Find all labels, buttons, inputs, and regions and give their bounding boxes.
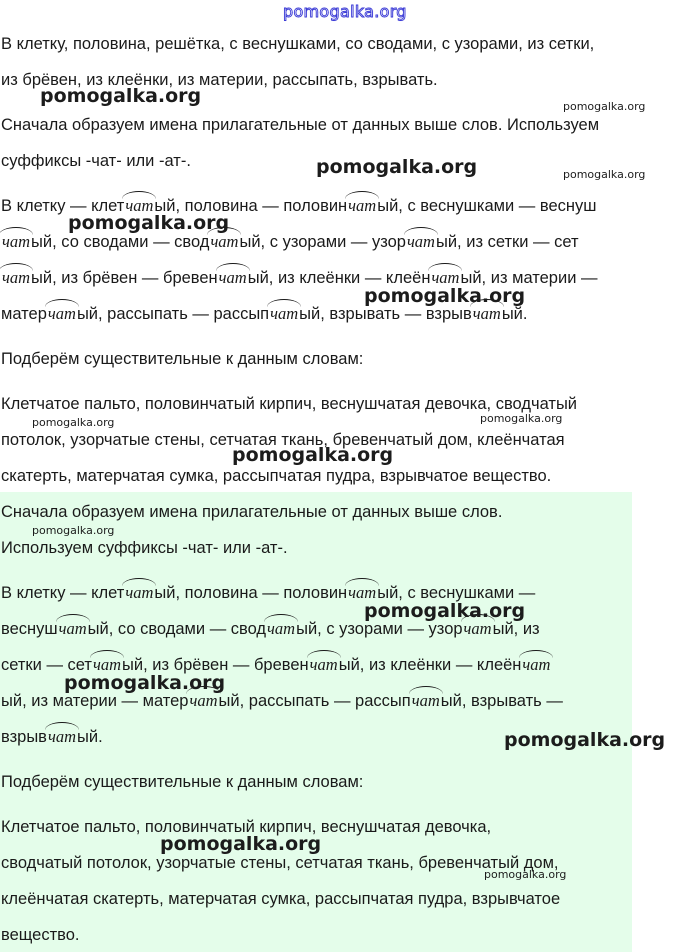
word-formation-line: В клетку — клетчатый, половина — половинчатый, с веснушками — [1, 583, 536, 602]
watermark: pomogalka.org [64, 672, 226, 694]
word-formation-line: взрывчатый. [1, 727, 103, 746]
explanation-line: Подберём существительные к данным словам: [1, 350, 364, 368]
explanation-line: Используем суффиксы -чат- или -ат-. [1, 539, 288, 557]
suffix-mark: чат [125, 196, 154, 215]
suffix-mark: чат [309, 655, 338, 674]
explanation-line: Подберём существительные к данным словам: [1, 773, 364, 791]
suffix-mark: чат [125, 583, 154, 602]
word-formation-line: чатый, из брёвен — бревенчатый, из клеёнки — клеёнчатый, из материи — [2, 268, 598, 287]
suffix-mark: чат [348, 196, 377, 215]
suffix-mark: чат [348, 583, 377, 602]
word-formation-line: сетки — сетчатый, из брёвен — бревенчатый, из клеёнки — клеёнчат [1, 655, 551, 674]
watermark: pomogalka.org [232, 444, 394, 466]
suffix-mark: чат [431, 268, 460, 287]
explanation-line: Сначала образуем имена прилагательные от данных выше слов. [1, 503, 503, 521]
suffix-mark: чат [92, 655, 122, 674]
explanation-line: Сначала образуем имена прилагательные от данных выше слов. Используем [1, 116, 600, 134]
watermark: pomogalka.org [563, 168, 646, 181]
suffix-mark: чат [2, 268, 31, 287]
word-formation-line: веснушчатый, со сводами — сводчатый, с узорами — узорчатый, из [1, 619, 540, 638]
suffix-mark: чат [58, 619, 87, 638]
word-formation-line: чатый, со сводами — сводчатый, с узорами — узорчатый, из сетки — сет [2, 232, 579, 251]
suffix-mark: чат [522, 655, 551, 674]
suffix-mark: чат [267, 619, 296, 638]
answer-highlight-box [0, 492, 632, 952]
answer-line: Клетчатое пальто, половинчатый кирпич, веснушчатая девочка, [1, 818, 492, 836]
suffix-mark: чат [472, 304, 501, 323]
answer-line: Клетчатое пальто, половинчатый кирпич, веснушчатая девочка, сводчатый [1, 395, 578, 413]
answer-line: вещество. [1, 926, 80, 944]
watermark: pomogalka.org [160, 833, 322, 855]
suffix-mark: чат [270, 304, 299, 323]
suffix-mark: чат [411, 691, 440, 710]
watermark: pomogalka.org [32, 416, 115, 429]
watermark: pomogalka.org [40, 85, 202, 107]
explanation-line: суффиксы -чат- или -ат-. [1, 152, 191, 170]
answer-line: клеёнчатая скатерть, матерчатая сумка, рассыпчатая пудра, взрывчатое [1, 890, 561, 908]
answer-line: скатерть, матерчатая сумка, рассыпчатая пудра, взрывчатое вещество. [1, 467, 552, 485]
word-formation-line: ый, из материи — матерчатый, рассыпать — рассыпчатый, взрывать — [1, 691, 563, 710]
watermark: pomogalka.org [68, 212, 230, 234]
task-text-line: из брёвен, из клеёнки, из материи, рассыпать, взрывать. [1, 71, 438, 89]
watermark: pomogalka.org [364, 285, 526, 307]
suffix-mark: чат [218, 268, 247, 287]
watermark: pomogalka.org [364, 600, 526, 622]
suffix-mark: чат [47, 727, 76, 746]
watermark-logo: pomogalka.org [283, 2, 407, 21]
suffix-mark: чат [47, 304, 76, 323]
suffix-mark: чат [406, 232, 435, 251]
word-formation-line: В клетку — клетчатый, половина — половинчатый, с веснушками — веснуш [1, 196, 597, 215]
word-formation-line: матерчатый, рассыпать — рассыпчатый, взрывать — взрывчатый. [1, 304, 528, 323]
suffix-mark: чат [189, 691, 218, 710]
answer-line: сводчатый потолок, узорчатые стены, сетчатая ткань, бревенчатый дом, [1, 854, 559, 872]
suffix-mark: чат [2, 232, 31, 251]
watermark: pomogalka.org [32, 524, 115, 537]
watermark: pomogalka.org [504, 729, 666, 751]
watermark: pomogalka.org [563, 100, 646, 113]
watermark: pomogalka.org [316, 156, 478, 178]
suffix-mark: чат [210, 232, 239, 251]
task-text-line: В клетку, половина, решётка, с веснушками, со сводами, с узорами, из сетки, [1, 35, 595, 53]
suffix-mark: чат [463, 619, 492, 638]
watermark: pomogalka.org [480, 412, 563, 425]
watermark: pomogalka.org [484, 868, 567, 881]
answer-line: потолок, узорчатые стены, сетчатая ткань, бревенчатый дом, клеёнчатая [1, 431, 565, 449]
